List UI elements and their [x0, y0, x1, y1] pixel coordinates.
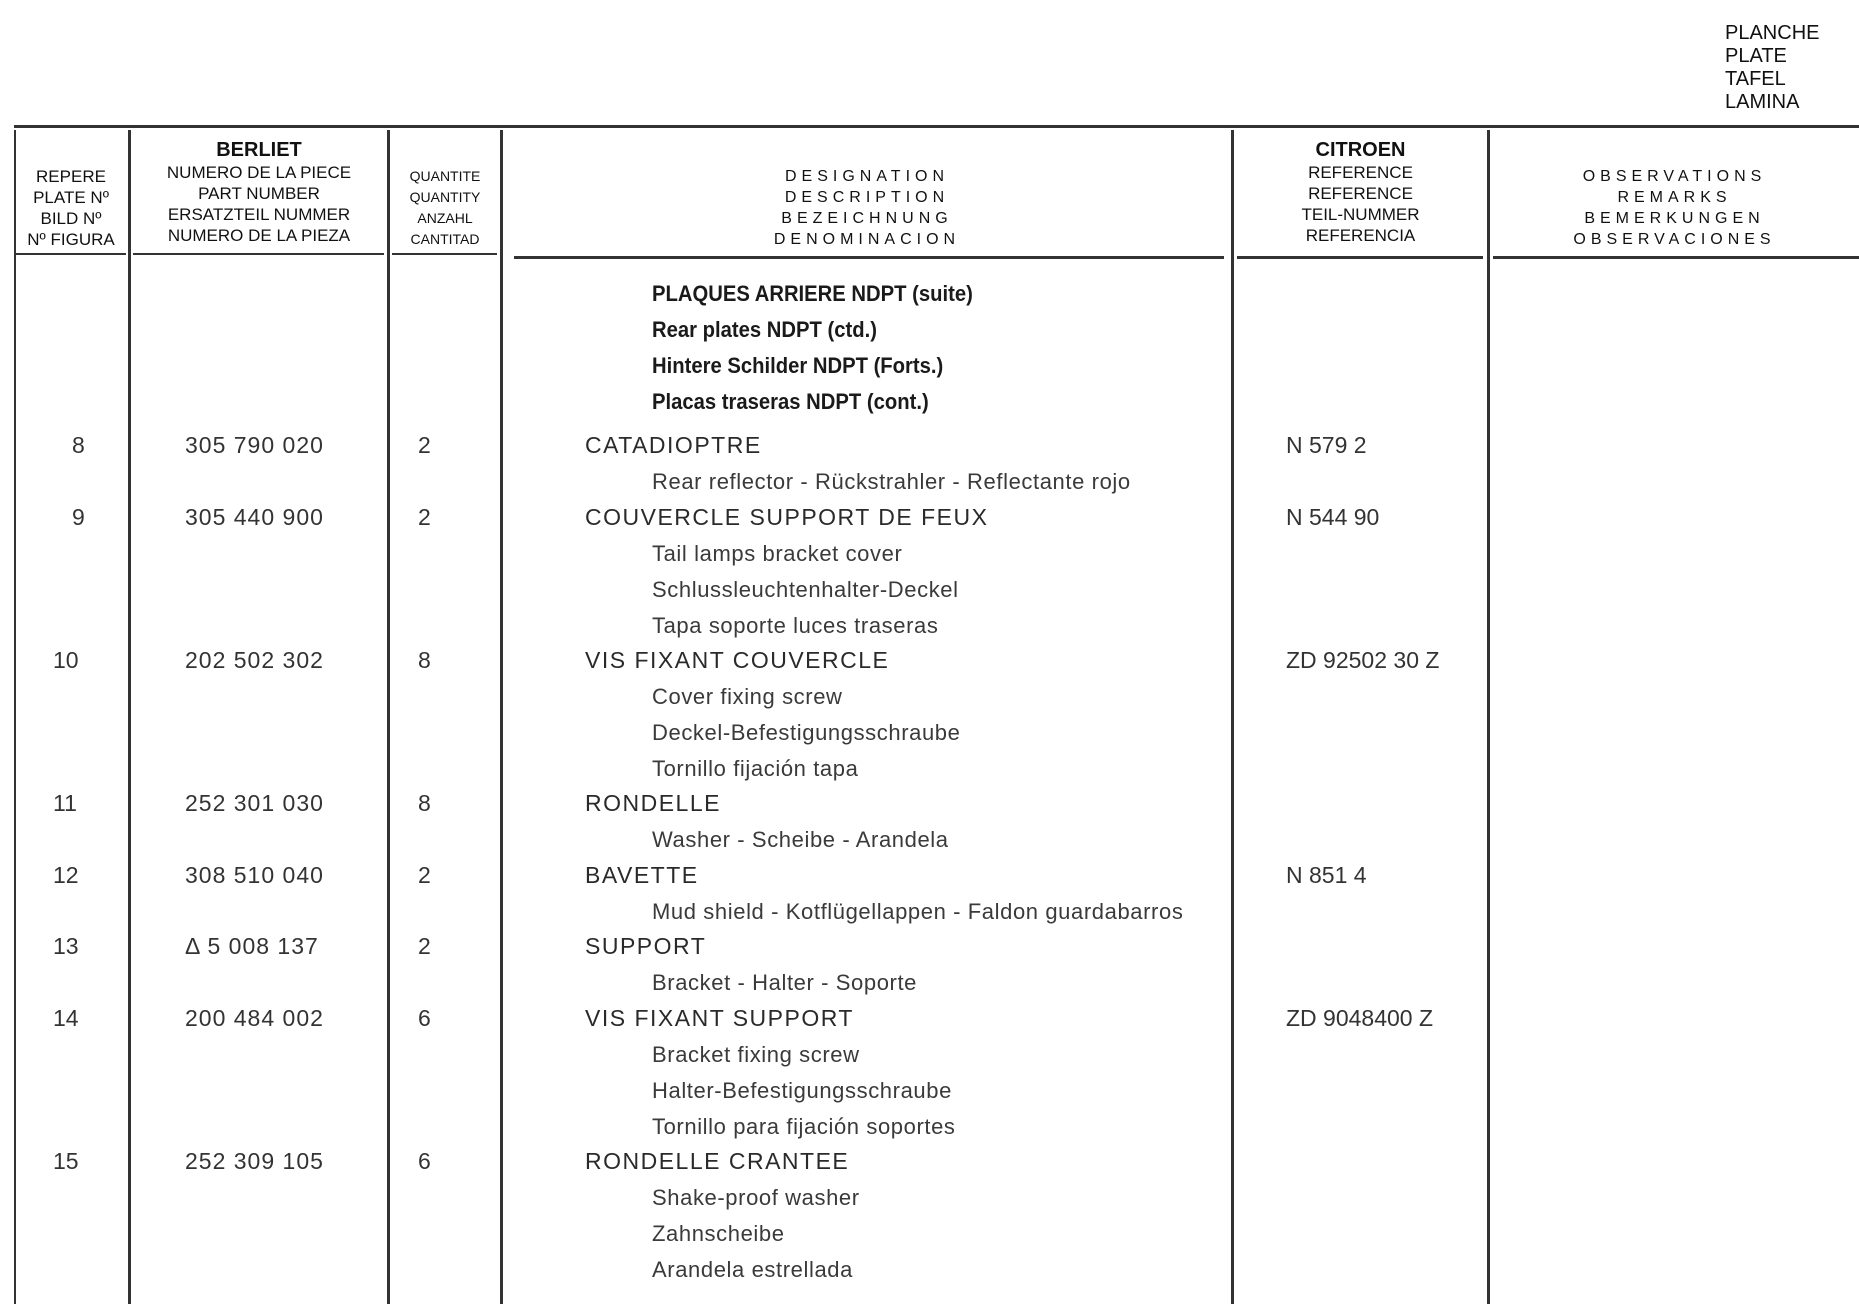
translation-line: Tornillo fijación tapa — [652, 756, 859, 781]
translation-line: Rear reflector - Rückstrahler - Reflectante rojo — [652, 469, 1131, 494]
part-number-cell: 200 484 002 — [185, 1005, 324, 1031]
quantity-cell: 8 — [418, 790, 431, 816]
quantity-cell: 2 — [418, 933, 431, 959]
part-number-cell: 305 440 900 — [185, 504, 324, 530]
translation-line: Mud shield - Kotflügellappen - Faldon guardabarros — [652, 899, 1184, 924]
part-number-cell: 202 502 302 — [185, 647, 324, 673]
translation-line: Bracket fixing screw — [652, 1042, 860, 1067]
designation-cell: COUVERCLE SUPPORT DE FEUX — [585, 504, 989, 530]
citroen-brand: CITROEN — [1315, 139, 1406, 161]
header-line: Nº FIGURA — [27, 230, 115, 249]
header-observations — [1490, 166, 1859, 250]
reference-cell: N 579 2 — [1286, 432, 1367, 458]
header-line: BILD Nº — [40, 209, 102, 228]
quantity-cell: 6 — [418, 1148, 431, 1174]
reference-cell: N 851 4 — [1286, 862, 1367, 888]
translation-line: Cover fixing screw — [652, 684, 843, 709]
repere-cell: 11 — [53, 790, 77, 816]
section-title-de: Hintere Schilder NDPT (Forts.) — [652, 353, 944, 378]
designation-cell: VIS FIXANT COUVERCLE — [585, 647, 890, 673]
plate-label-line: LAMINA — [1725, 91, 1800, 113]
header-line: REFERENCE — [1308, 184, 1413, 203]
header-line: QUANTITE — [409, 168, 481, 184]
header-line: REPERE — [36, 167, 106, 186]
plate-label-line: PLANCHE — [1725, 22, 1820, 44]
header-designation — [503, 166, 1231, 250]
berliet-brand: BERLIET — [216, 139, 302, 161]
header-part-number — [131, 138, 387, 246]
designation-cell: SUPPORT — [585, 933, 707, 959]
repere-cell: 13 — [53, 933, 79, 959]
header-line: NUMERO DE LA PIEZA — [167, 226, 351, 245]
plate-label-line: TAFEL — [1725, 68, 1786, 90]
header-line: BEZEICHNUNG — [781, 210, 953, 227]
translation-line: Bracket - Halter - Soporte — [652, 970, 918, 995]
plate-label-line: PLATE — [1725, 45, 1787, 67]
header-line: TEIL-NUMMER — [1301, 205, 1420, 224]
header-bottom-rule — [16, 253, 126, 255]
repere-cell: 15 — [53, 1148, 79, 1174]
column-divider — [14, 130, 16, 1304]
quantity-cell: 6 — [418, 1005, 431, 1031]
header-bottom-rule — [392, 253, 497, 255]
header-line: PLATE Nº — [33, 188, 109, 207]
column-divider — [387, 130, 390, 1304]
header-line: DESCRIPTION — [784, 189, 950, 206]
column-divider — [500, 130, 503, 1304]
table-top-rule — [14, 125, 1859, 128]
header-line: REFERENCE — [1308, 163, 1413, 182]
quantity-cell: 8 — [418, 647, 431, 673]
reference-cell: N 544 90 — [1286, 504, 1380, 530]
header-line: NUMERO DE LA PIECE — [166, 163, 352, 182]
repere-cell: 10 — [53, 647, 79, 673]
header-bottom-rule — [133, 253, 384, 255]
repere-cell: 14 — [53, 1005, 79, 1031]
translation-line: Tornillo para fijación soportes — [652, 1114, 956, 1139]
translation-line: Shake-proof washer — [652, 1185, 860, 1210]
translation-line: Washer - Scheibe - Arandela — [652, 827, 949, 852]
header-quantity — [390, 166, 500, 250]
header-line: ERSATZTEIL NUMMER — [167, 205, 351, 224]
header-line: CANTITAD — [410, 231, 480, 247]
part-number-cell: Δ 5 008 137 — [185, 933, 319, 959]
translation-line: Deckel-Befestigungsschraube — [652, 720, 961, 745]
repere-cell: 8 — [72, 432, 85, 458]
quantity-cell: 2 — [418, 432, 431, 458]
part-number-cell: 305 790 020 — [185, 432, 324, 458]
header-bottom-rule — [1493, 256, 1859, 259]
designation-cell: RONDELLE CRANTEE — [585, 1148, 850, 1174]
header-line: OBSERVATIONS — [1582, 168, 1767, 185]
designation-cell: RONDELLE — [585, 790, 721, 816]
designation-cell: CATADIOPTRE — [585, 432, 762, 458]
designation-cell: BAVETTE — [585, 862, 699, 888]
section-title-es: Placas traseras NDPT (cont.) — [652, 389, 929, 414]
header-line: REFERENCIA — [1305, 226, 1416, 245]
designation-cell: VIS FIXANT SUPPORT — [585, 1005, 854, 1031]
quantity-cell: 2 — [418, 862, 431, 888]
translation-line: Schlussleuchtenhalter-Deckel — [652, 577, 959, 602]
quantity-cell: 2 — [418, 504, 431, 530]
translation-line: Tail lamps bracket cover — [652, 541, 903, 566]
part-number-cell: 252 309 105 — [185, 1148, 324, 1174]
translation-line: Arandela estrellada — [652, 1257, 853, 1282]
column-divider — [1487, 130, 1490, 1304]
repere-cell: 12 — [53, 862, 79, 888]
part-number-cell: 252 301 030 — [185, 790, 324, 816]
header-line: ANZAHL — [417, 210, 473, 226]
header-repere — [16, 166, 126, 250]
reference-cell: ZD 9048400 Z — [1286, 1005, 1434, 1031]
translation-line: Zahnscheibe — [652, 1221, 785, 1246]
header-line: DENOMINACION — [773, 231, 961, 248]
repere-cell: 9 — [72, 504, 85, 530]
translation-line: Tapa soporte luces traseras — [652, 613, 939, 638]
column-divider — [128, 130, 131, 1304]
header-reference — [1234, 138, 1487, 246]
plate-label — [1725, 22, 1819, 114]
header-line: BEMERKUNGEN — [1584, 210, 1765, 227]
translation-line: Halter-Befestigungsschraube — [652, 1078, 952, 1103]
column-divider — [1231, 130, 1234, 1304]
header-bottom-rule — [514, 256, 1224, 259]
header-line: DESIGNATION — [784, 168, 950, 185]
section-title-en: Rear plates NDPT (ctd.) — [652, 317, 877, 342]
header-line: PART NUMBER — [198, 184, 320, 203]
header-line: REMARKS — [1617, 189, 1732, 206]
header-bottom-rule — [1237, 256, 1483, 259]
header-line: OBSERVACIONES — [1573, 231, 1776, 248]
reference-cell: ZD 92502 30 Z — [1286, 647, 1440, 673]
section-title-fr: PLAQUES ARRIERE NDPT (suite) — [652, 281, 973, 306]
part-number-cell: 308 510 040 — [185, 862, 324, 888]
header-line: QUANTITY — [409, 189, 481, 205]
